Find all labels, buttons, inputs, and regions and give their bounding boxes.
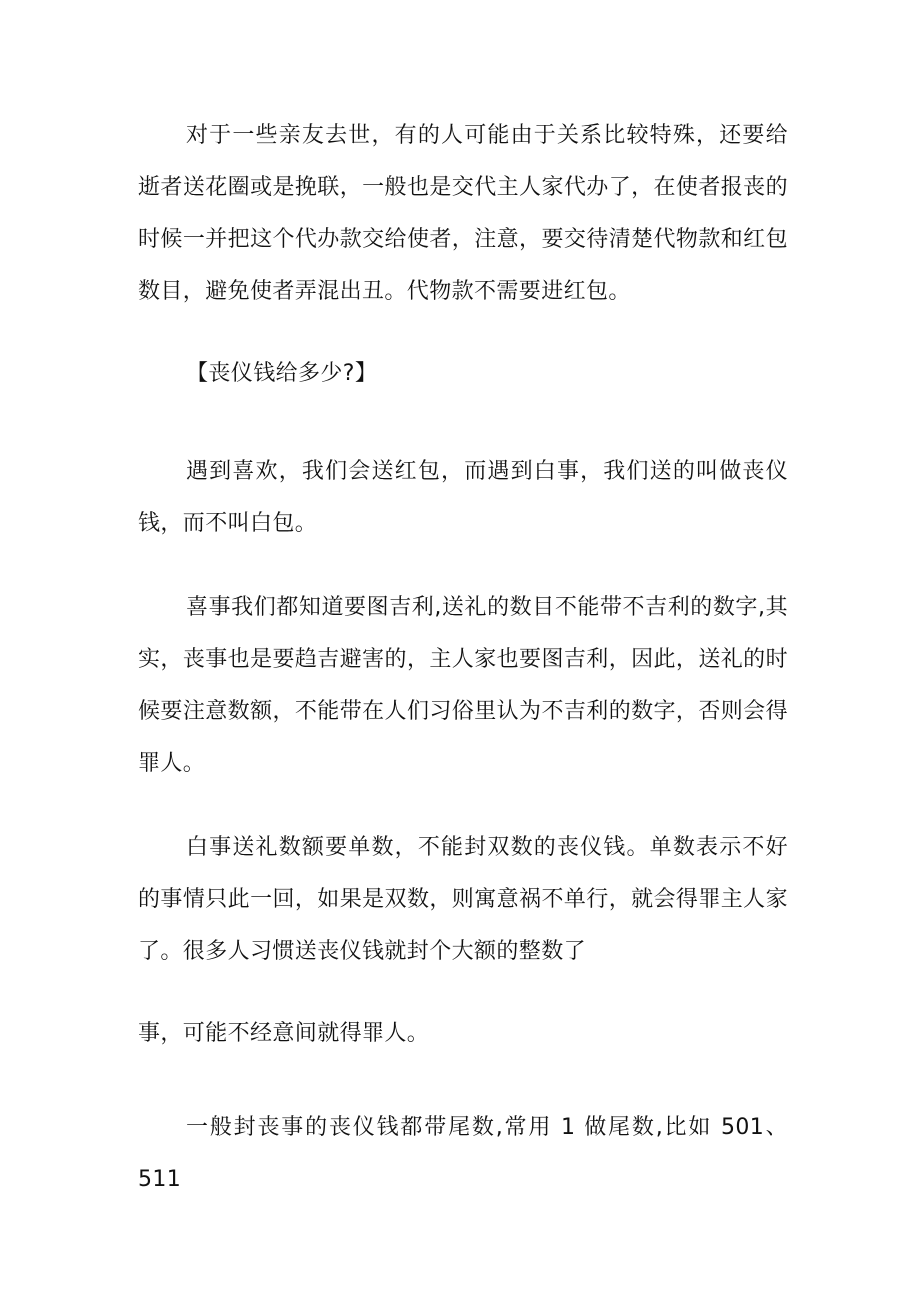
- paragraph-auspicious-numbers: 喜事我们都知道要图吉利,送礼的数目不能带不吉利的数字,其实，丧事也是要趋吉避害的，主人家也要图吉利，因此，送礼的时候要注意数额，不能带在人们习俗里认为不吉利的数字，否则会得罪人。: [138, 595, 788, 776]
- paragraph-odd-amounts: 白事送礼数额要单数，不能封双数的丧仪钱。单数表示不好的事情只此一回，如果是双数，则寓意祸不单行，就会得罪主人家了。很多人习惯送丧仪钱就封个大额的整数了: [138, 835, 788, 964]
- paragraph-continuation: 事，可能不经意间就得罪人。: [138, 1021, 430, 1046]
- paragraph-condolence-money: 遇到喜欢，我们会送红包，而遇到白事，我们送的叫做丧仪钱，而不叫白包。: [138, 459, 788, 536]
- section-heading: 【丧仪钱给多少?】: [186, 361, 378, 386]
- paragraph-tail-number: 一般封丧事的丧仪钱都带尾数,常用 1 做尾数,比如 501、511: [138, 1115, 788, 1192]
- paragraph-wreath-proxy: 对于一些亲友去世，有的人可能由于关系比较特殊，还要给逝者送花圈或是挽联，一般也是交代主人家代办了，在使者报丧的时候一并把这个代办款交给使者，注意，要交待清楚代物款和红包数目，避免使者弄混出丑。代物款不需要进红包。: [138, 123, 788, 304]
